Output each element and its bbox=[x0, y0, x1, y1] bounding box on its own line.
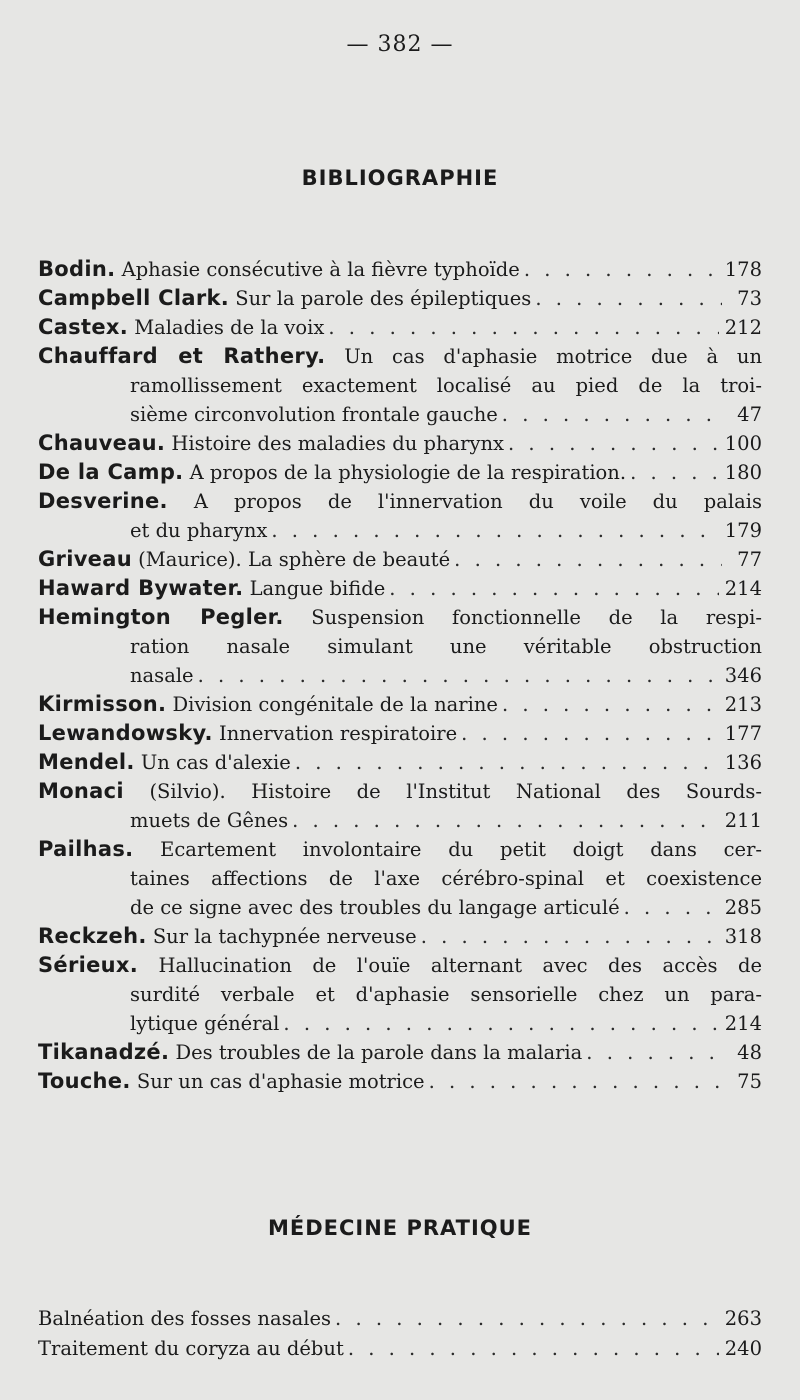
entry-author: Pailhas. bbox=[38, 837, 134, 861]
entry-page-number: 346 bbox=[719, 661, 762, 690]
leader-row bbox=[38, 429, 762, 458]
page-number: — 382 — bbox=[346, 32, 454, 57]
entry-author: Castex. bbox=[38, 315, 128, 339]
entry-author: Campbell Clark. bbox=[38, 286, 230, 310]
entry-text: Aphasie consécutive à la fièvre typhoïde bbox=[121, 258, 520, 281]
entry-text-segment bbox=[38, 545, 454, 574]
entry-line bbox=[38, 429, 762, 458]
practice-entry bbox=[38, 1334, 762, 1364]
entry-text-segment bbox=[38, 429, 508, 458]
bibliography-entry bbox=[38, 951, 762, 1038]
entry-author: Hemington Pegler. bbox=[38, 605, 284, 629]
bibliography-entry bbox=[38, 1038, 762, 1067]
entry-text-segment bbox=[38, 1067, 429, 1096]
bibliography-entry bbox=[38, 835, 762, 922]
entry-line bbox=[38, 632, 762, 661]
dot-leader bbox=[508, 429, 719, 458]
entry-line bbox=[38, 284, 762, 313]
dot-leader bbox=[335, 1304, 719, 1334]
entry-line bbox=[38, 342, 762, 371]
entry-text-segment bbox=[130, 661, 198, 690]
entry-line bbox=[38, 835, 762, 864]
leader-row bbox=[38, 922, 762, 951]
entry-line bbox=[38, 777, 762, 806]
entry-page-number: 177 bbox=[719, 719, 762, 748]
bibliography-entry bbox=[38, 719, 762, 748]
entry-text: nasale bbox=[130, 664, 194, 687]
dot-leader bbox=[292, 806, 719, 835]
entry-author: Desverine. bbox=[38, 489, 168, 513]
bibliography-entry bbox=[38, 690, 762, 719]
dot-leader bbox=[328, 313, 718, 342]
entry-line bbox=[38, 487, 762, 516]
entry-line bbox=[38, 574, 762, 603]
entry-line bbox=[38, 864, 762, 893]
dot-leader bbox=[348, 1334, 719, 1364]
entry-text-segment bbox=[38, 284, 535, 313]
medecine-pratique-heading: MÉDECINE PRATIQUE bbox=[267, 1216, 533, 1240]
leader-row bbox=[130, 806, 762, 835]
entry-text: Division congénitale de la narine bbox=[172, 693, 498, 716]
entry-text: Sur la tachypnée nerveuse bbox=[152, 925, 417, 948]
entry-text: taines affections de l'axe cérébro-spinal et coexistence bbox=[130, 867, 762, 890]
entry-line bbox=[38, 255, 762, 284]
bibliography-entry bbox=[38, 342, 762, 429]
entry-line bbox=[38, 951, 762, 980]
leader-row bbox=[38, 458, 762, 487]
entry-page-number: 179 bbox=[719, 516, 762, 545]
entry-text: surdité verbale et d'aphasie sensorielle chez un para- bbox=[130, 983, 762, 1006]
entry-text: (Maurice). La sphère de beauté bbox=[138, 548, 451, 571]
entry-line bbox=[38, 719, 762, 748]
bibliography-entry bbox=[38, 1067, 762, 1096]
entry-text-segment bbox=[38, 748, 295, 777]
entry-line bbox=[38, 661, 762, 690]
entry-text-segment bbox=[38, 719, 461, 748]
entry-text-segment bbox=[38, 458, 630, 487]
leader-row bbox=[38, 1067, 762, 1096]
entry-line bbox=[38, 980, 762, 1009]
practice-entry bbox=[38, 1304, 762, 1334]
bibliography-entry bbox=[38, 313, 762, 342]
dot-leader bbox=[295, 748, 719, 777]
entry-line bbox=[38, 400, 762, 429]
entry-author: Chauffard et Rathery. bbox=[38, 344, 326, 368]
entry-text: ramollissement exactement localisé au pied de la troi- bbox=[130, 374, 762, 397]
entry-page-number: 77 bbox=[722, 545, 762, 574]
entry-text: sième circonvolution frontale gauche bbox=[130, 403, 498, 426]
practice-entry-text: Balnéation des fosses nasales bbox=[38, 1304, 335, 1334]
entry-line bbox=[38, 516, 762, 545]
dot-leader bbox=[524, 255, 719, 284]
entry-text: muets de Gênes bbox=[130, 809, 289, 832]
leader-row bbox=[130, 893, 762, 922]
entry-author: Griveau bbox=[38, 547, 132, 571]
entry-text: Sur la parole des épileptiques bbox=[235, 287, 532, 310]
leader-row bbox=[130, 400, 762, 429]
leader-row bbox=[38, 313, 762, 342]
leader-row bbox=[38, 545, 762, 574]
bibliography-entry bbox=[38, 487, 762, 545]
practice-entry-text: Traitement du coryza au début bbox=[38, 1334, 348, 1364]
entry-line bbox=[38, 458, 762, 487]
leader-row bbox=[130, 661, 762, 690]
leader-row bbox=[38, 748, 762, 777]
dot-leader bbox=[389, 574, 718, 603]
bibliography-entry bbox=[38, 429, 762, 458]
entry-line bbox=[38, 313, 762, 342]
entry-page-number: 47 bbox=[722, 400, 762, 429]
entry-text-segment bbox=[38, 690, 502, 719]
entry-author: Kirmisson. bbox=[38, 692, 167, 716]
bibliography-entry bbox=[38, 284, 762, 313]
entry-author: Lewandowsky. bbox=[38, 721, 213, 745]
bibliography-entry bbox=[38, 748, 762, 777]
entry-text: Des troubles de la parole dans la malaria bbox=[175, 1041, 583, 1064]
bibliography-entry bbox=[38, 777, 762, 835]
entry-line bbox=[38, 545, 762, 574]
entry-author: Touche. bbox=[38, 1069, 131, 1093]
entry-line bbox=[38, 806, 762, 835]
entry-text-segment bbox=[38, 1038, 586, 1067]
entry-text: Suspension fonctionnelle de la respi- bbox=[311, 606, 762, 629]
entry-line bbox=[38, 922, 762, 951]
entry-text-segment bbox=[130, 400, 502, 429]
entry-text-segment bbox=[38, 255, 524, 284]
entry-page-number: 214 bbox=[719, 1009, 762, 1038]
entry-text: lytique général bbox=[130, 1012, 280, 1035]
entry-text-segment bbox=[130, 1009, 283, 1038]
entry-page-number: 213 bbox=[719, 690, 762, 719]
entry-text-segment bbox=[38, 313, 328, 342]
leader-row bbox=[38, 284, 762, 313]
leader-row bbox=[130, 1009, 762, 1038]
dot-leader bbox=[454, 545, 722, 574]
entry-line bbox=[38, 690, 762, 719]
entry-text: de ce signe avec des troubles du langage articulé bbox=[130, 896, 620, 919]
dot-leader bbox=[283, 1009, 718, 1038]
entry-author: Haward Bywater. bbox=[38, 576, 244, 600]
entry-text: Innervation respiratoire bbox=[219, 722, 458, 745]
entry-text-segment bbox=[38, 574, 389, 603]
dot-leader bbox=[630, 458, 719, 487]
dot-leader bbox=[502, 400, 722, 429]
leader-row bbox=[38, 1304, 762, 1334]
leader-row bbox=[38, 719, 762, 748]
entry-page-number: 318 bbox=[719, 922, 762, 951]
entry-author: Tikanadzé. bbox=[38, 1040, 170, 1064]
entry-text: Sur un cas d'aphasie motrice bbox=[136, 1070, 425, 1093]
leader-row bbox=[130, 516, 762, 545]
dot-leader bbox=[461, 719, 719, 748]
entry-author: Monaci bbox=[38, 779, 124, 803]
entry-line bbox=[38, 371, 762, 400]
entry-author: Reckzeh. bbox=[38, 924, 147, 948]
entry-line bbox=[38, 893, 762, 922]
practice-entry-page: 240 bbox=[719, 1334, 762, 1364]
entry-page-number: 178 bbox=[719, 255, 762, 284]
entry-text: Ecartement involontaire du petit doigt dans cer- bbox=[160, 838, 762, 861]
entry-page-number: 211 bbox=[719, 806, 762, 835]
entry-text: A propos de l'innervation du voile du palais bbox=[193, 490, 762, 513]
entry-page-number: 180 bbox=[719, 458, 762, 487]
leader-row bbox=[38, 255, 762, 284]
entry-text: ration nasale simulant une véritable obstruction bbox=[130, 635, 762, 658]
leader-row bbox=[38, 690, 762, 719]
entry-page-number: 48 bbox=[722, 1038, 762, 1067]
entry-line bbox=[38, 603, 762, 632]
bibliography-entry bbox=[38, 603, 762, 690]
entry-page-number: 214 bbox=[719, 574, 762, 603]
entry-text: Maladies de la voix bbox=[134, 316, 325, 339]
entry-author: Bodin. bbox=[38, 257, 116, 281]
entry-text: Un cas d'aphasie motrice due à un bbox=[344, 345, 762, 368]
entry-author: Sérieux. bbox=[38, 953, 139, 977]
leader-row bbox=[38, 574, 762, 603]
bibliography-entry bbox=[38, 545, 762, 574]
dot-leader bbox=[421, 922, 719, 951]
dot-leader bbox=[271, 516, 718, 545]
entry-line bbox=[38, 748, 762, 777]
entry-author: Chauveau. bbox=[38, 431, 166, 455]
entry-text: Hallucination de l'ouïe alternant avec des accès de bbox=[158, 954, 762, 977]
entry-page-number: 75 bbox=[722, 1067, 762, 1096]
leader-row bbox=[38, 1334, 762, 1364]
medecine-pratique-list bbox=[38, 1304, 762, 1364]
entry-text-segment bbox=[130, 516, 271, 545]
entry-text-segment bbox=[130, 893, 624, 922]
entry-text: et du pharynx bbox=[130, 519, 268, 542]
bibliography-entry bbox=[38, 574, 762, 603]
entry-page-number: 136 bbox=[719, 748, 762, 777]
bibliography-heading: BIBLIOGRAPHIE bbox=[301, 166, 499, 190]
entry-text: Langue bifide bbox=[249, 577, 386, 600]
bibliography-list bbox=[38, 255, 762, 1096]
entry-text-segment bbox=[38, 922, 421, 951]
bibliography-entry bbox=[38, 255, 762, 284]
practice-entry-page: 263 bbox=[719, 1304, 762, 1334]
entry-page-number: 285 bbox=[719, 893, 762, 922]
dot-leader bbox=[586, 1038, 722, 1067]
dot-leader bbox=[502, 690, 719, 719]
dot-leader bbox=[429, 1067, 722, 1096]
entry-text: Histoire des maladies du pharynx bbox=[171, 432, 505, 455]
dot-leader bbox=[198, 661, 719, 690]
dot-leader bbox=[624, 893, 719, 922]
entry-page-number: 100 bbox=[719, 429, 762, 458]
entry-text: Un cas d'alexie bbox=[140, 751, 291, 774]
entry-page-number: 73 bbox=[722, 284, 762, 313]
dot-leader bbox=[535, 284, 722, 313]
entry-text: A propos de la physiologie de la respiration. bbox=[189, 461, 627, 484]
entry-line bbox=[38, 1067, 762, 1096]
entry-author: De la Camp. bbox=[38, 460, 184, 484]
entry-text: (Silvio). Histoire de l'Institut National des Sourds- bbox=[149, 780, 762, 803]
entry-author: Mendel. bbox=[38, 750, 135, 774]
entry-page-number: 212 bbox=[719, 313, 762, 342]
bibliography-entry bbox=[38, 922, 762, 951]
bibliography-entry bbox=[38, 458, 762, 487]
entry-line bbox=[38, 1009, 762, 1038]
entry-text-segment bbox=[130, 806, 292, 835]
entry-line bbox=[38, 1038, 762, 1067]
leader-row bbox=[38, 1038, 762, 1067]
